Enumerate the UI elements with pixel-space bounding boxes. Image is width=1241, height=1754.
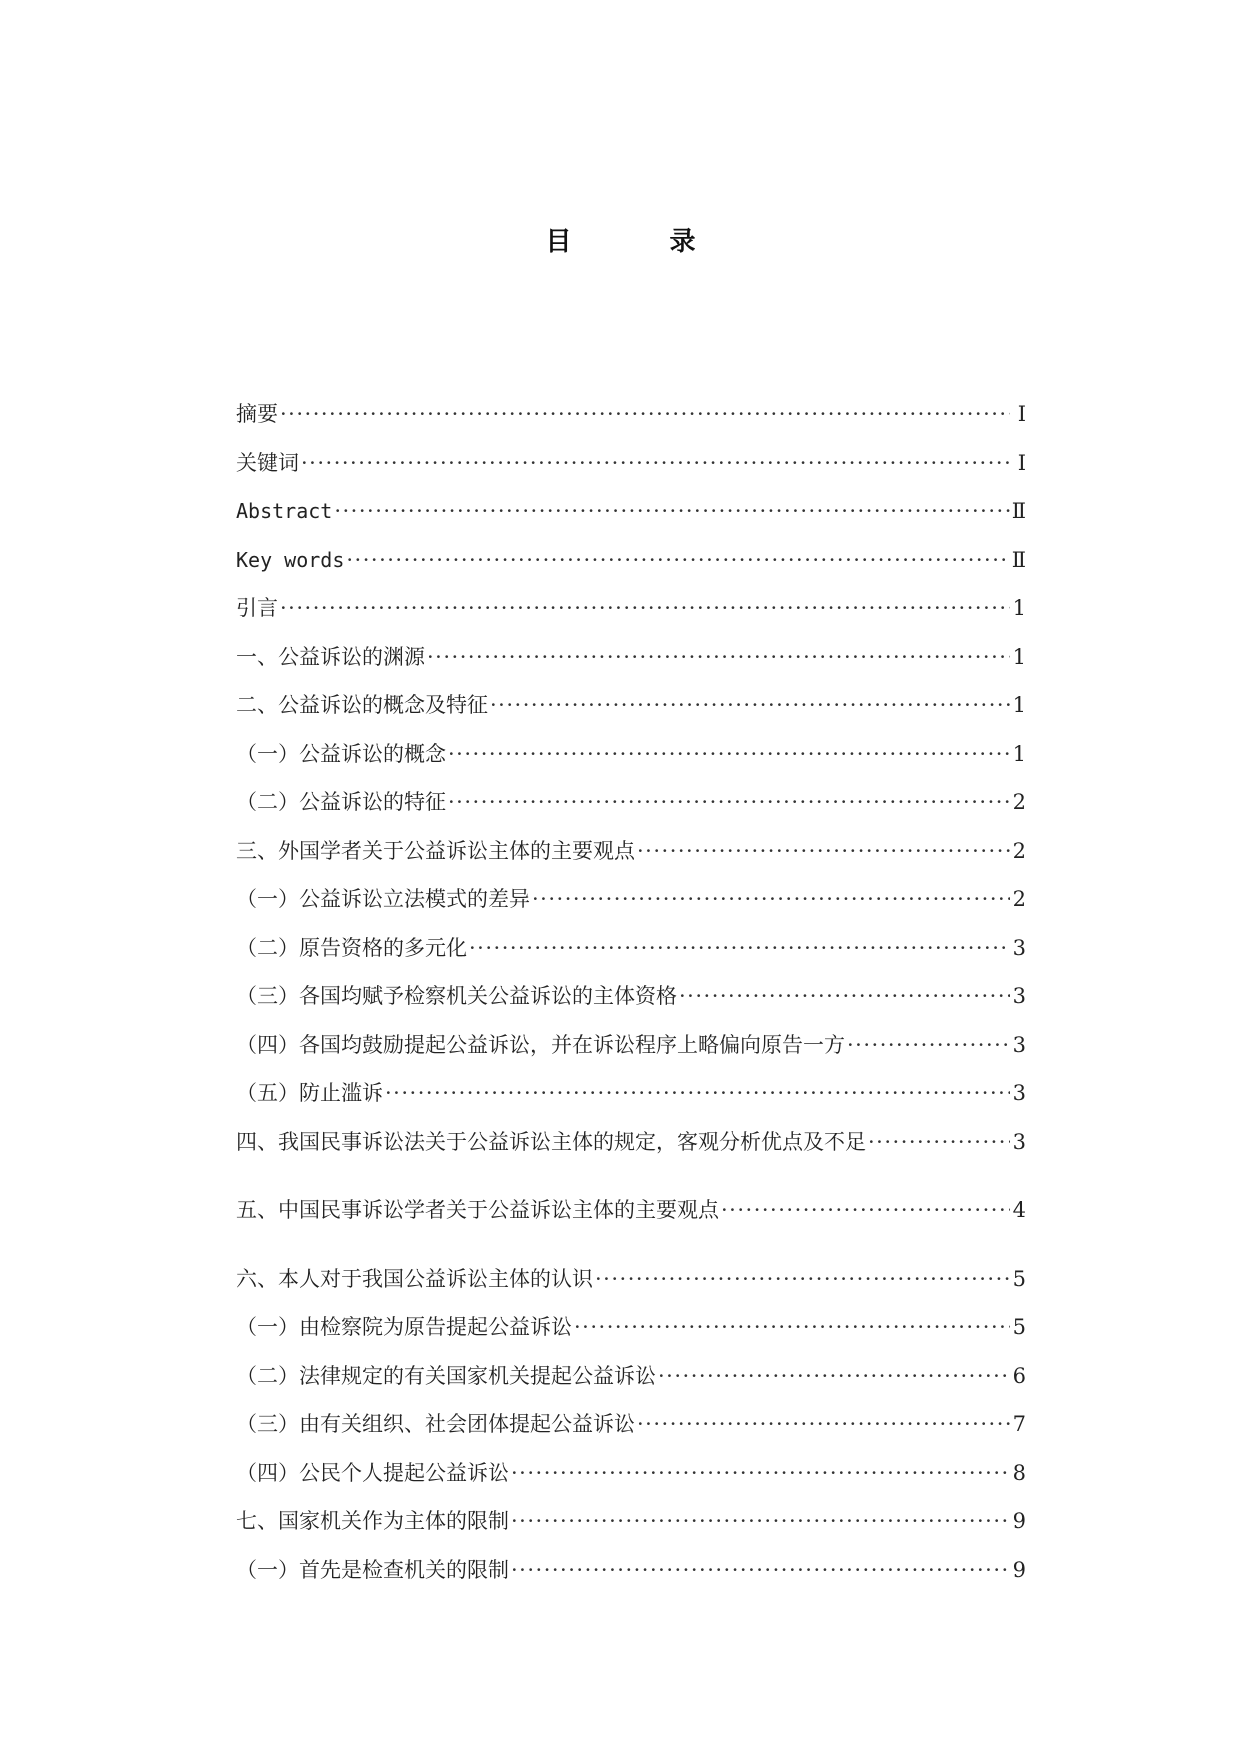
toc-entry-page: 1: [1012, 644, 1026, 669]
toc-entry-label: 引言: [236, 596, 278, 620]
toc-entry: [236, 1021, 1026, 1070]
toc-entry-label: （三）由有关组织、社会团体提起公益诉讼: [236, 1412, 635, 1436]
toc-dot-leader: [637, 1400, 1010, 1449]
toc-entry-label: （四）各国均鼓励提起公益诉讼，并在诉讼程序上略偏向原告一方: [236, 1032, 845, 1057]
toc-dot-leader: [721, 1186, 1010, 1235]
toc-dot-leader: [511, 1497, 1010, 1546]
toc-entry-page: 5: [1012, 1315, 1026, 1339]
toc-dot-leader: [658, 1352, 1010, 1401]
toc-dot-leader: [847, 1021, 1010, 1070]
toc-entry-page: Ⅱ: [1011, 547, 1026, 572]
toc-dot-leader: [427, 633, 1010, 682]
toc-entry-page: 3: [1012, 1032, 1026, 1057]
toc-entry-label: （一）首先是检查机关的限制: [236, 1557, 509, 1582]
toc-entry-label: （二）原告资格的多元化: [236, 935, 467, 960]
toc-dot-leader: [637, 827, 1010, 876]
toc-dot-leader: [868, 1118, 1010, 1167]
page-title: 目 录: [545, 227, 732, 257]
toc-entry: [236, 681, 1026, 730]
toc-entry: [236, 827, 1026, 876]
toc-dot-leader: [346, 536, 1009, 585]
toc-entry-page: 5: [1012, 1266, 1026, 1291]
toc-entry-page: 9: [1012, 1509, 1026, 1533]
toc-dot-leader: [679, 972, 1010, 1021]
toc-entry-page: 6: [1012, 1363, 1026, 1388]
toc-dot-leader: [280, 584, 1010, 633]
toc-entry: [236, 439, 1026, 488]
toc-entry-label: （三）各国均赋予检察机关公益诉讼的主体资格: [236, 984, 677, 1008]
toc-entry-page: 1: [1012, 741, 1026, 766]
toc-entry-page: 1: [1012, 693, 1026, 717]
toc-entry: [236, 1303, 1026, 1352]
toc-entry-page: 3: [1012, 984, 1026, 1008]
toc-entry-page: 2: [1012, 887, 1026, 911]
toc-entry: [236, 633, 1026, 682]
toc-entry-label: Key words: [236, 547, 345, 572]
toc-entry-page: 3: [1012, 1081, 1026, 1105]
toc-entry-label: Abstract: [236, 499, 333, 523]
toc-entry: [236, 1352, 1026, 1401]
toc-entry-page: 3: [1012, 935, 1026, 960]
toc-entry-label: （一）由检察院为原告提起公益诉讼: [236, 1315, 572, 1339]
toc-entry-page: 2: [1012, 790, 1026, 814]
toc-entry-label: 一、公益诉讼的渊源: [236, 644, 425, 669]
toc-entry: [236, 1497, 1026, 1546]
toc-entry-label: 关键词: [236, 450, 299, 475]
toc-entry-label: 五、中国民事诉讼学者关于公益诉讼主体的主要观点: [236, 1198, 719, 1222]
toc-entry: [236, 1546, 1026, 1595]
toc-entry-page: 1: [1012, 596, 1026, 620]
toc-dot-leader: [448, 778, 1010, 827]
toc-dot-leader: [532, 875, 1010, 924]
toc-entry: [236, 390, 1026, 439]
toc-entry: [236, 972, 1026, 1021]
toc-entry-label: （二）法律规定的有关国家机关提起公益诉讼: [236, 1363, 656, 1388]
toc-entry-label: （四）公民个人提起公益诉讼: [236, 1460, 509, 1485]
toc-entry: [236, 1118, 1026, 1167]
toc-entry-label: 七、国家机关作为主体的限制: [236, 1509, 509, 1533]
toc-entry: [236, 778, 1026, 827]
toc-entry-label: 二、公益诉讼的概念及特征: [236, 693, 488, 717]
toc-dot-leader: [595, 1255, 1010, 1304]
toc-entry-page: 8: [1012, 1460, 1026, 1485]
toc-entry-label: （一）公益诉讼立法模式的差异: [236, 887, 530, 911]
toc-dot-leader: [448, 730, 1010, 779]
table-of-contents: [236, 390, 1026, 1594]
toc-entry-page: Ⅰ: [1017, 402, 1026, 426]
toc-entry-page: Ⅰ: [1017, 450, 1026, 475]
toc-entry: [236, 875, 1026, 924]
toc-dot-leader: [280, 390, 1010, 439]
toc-entry: [236, 1186, 1026, 1235]
toc-dot-leader: [469, 924, 1010, 973]
toc-entry-page: Ⅱ: [1011, 499, 1026, 523]
toc-entry-label: 四、我国民事诉讼法关于公益诉讼主体的规定，客观分析优点及不足: [236, 1129, 866, 1154]
toc-entry-label: （一）公益诉讼的概念: [236, 741, 446, 766]
toc-dot-leader: [511, 1546, 1010, 1595]
toc-entry: [236, 487, 1026, 536]
toc-entry: [236, 1449, 1026, 1498]
toc-entry-label: （二）公益诉讼的特征: [236, 790, 446, 814]
toc-dot-leader: [490, 681, 1010, 730]
toc-dot-leader: [385, 1069, 1010, 1118]
toc-entry: [236, 1069, 1026, 1118]
toc-entry: [236, 924, 1026, 973]
toc-entry: [236, 1255, 1026, 1304]
toc-entry: [236, 536, 1026, 585]
toc-entry: [236, 730, 1026, 779]
toc-entry-page: 3: [1012, 1129, 1026, 1154]
toc-entry: [236, 584, 1026, 633]
toc-entry-label: （五）防止滥诉: [236, 1081, 383, 1105]
toc-dot-leader: [301, 439, 1010, 488]
toc-dot-leader: [511, 1449, 1010, 1498]
toc-dot-leader: [334, 487, 1009, 536]
toc-entry-page: 9: [1012, 1557, 1026, 1582]
toc-entry-label: 六、本人对于我国公益诉讼主体的认识: [236, 1266, 593, 1291]
toc-entry: [236, 1400, 1026, 1449]
toc-dot-leader: [574, 1303, 1010, 1352]
toc-entry-label: 摘要: [236, 402, 278, 426]
toc-entry-page: 7: [1012, 1412, 1026, 1436]
toc-entry-page: 4: [1012, 1198, 1026, 1222]
toc-entry-label: 三、外国学者关于公益诉讼主体的主要观点: [236, 838, 635, 863]
toc-entry-page: 2: [1012, 838, 1026, 863]
